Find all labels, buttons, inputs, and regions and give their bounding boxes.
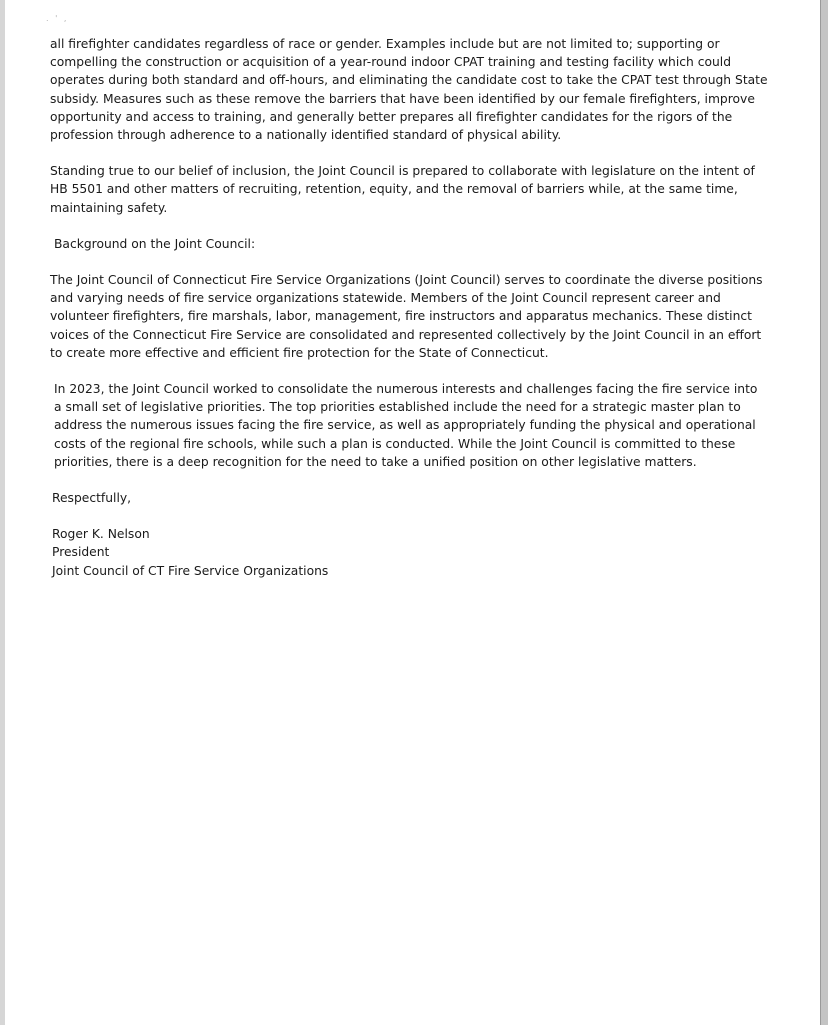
page-right-edge — [820, 0, 828, 1025]
signature-block — [50, 525, 768, 580]
signer-title: President — [52, 545, 110, 560]
page-left-edge — [0, 0, 5, 1025]
closing-salutation: Respectfully, — [52, 491, 132, 506]
signer-organization: Joint Council of CT Fire Service Organizations — [52, 563, 329, 578]
paragraph-intro: all firefighter candidates regardless of race or gender. Examples include but are not limited to; supporting or compelling the construction or acquisition of a year-round indoor CPAT training and testing facility which could operates during both standard and off-hours, and eliminating the candidate cost to take the CPAT test through State subsidy. Measures such as these remove the barriers that have been identified by our female firefighters, improve opportunity and access to training, and generally better prepares all firefighter candidates for the rigors of the profession through adherence to a nationally identified standard of physical ability. — [50, 37, 768, 143]
paragraph-priorities-2023: In 2023, the Joint Council worked to consolidate the numerous interests and challenges facing the fire service into a small set of legislative priorities. The top priorities established include the need for a strategic master plan to address the numerous issues facing the fire service, as well as appropriately funding the physical and operational costs of the regional fire schools, while such a plan is conducted. While the Joint Council is committed to these priorities, there is a deep recognition for the need to take a unified position on other legislative matters. — [54, 382, 758, 469]
paragraph-inclusion: Standing true to our belief of inclusion, the Joint Council is prepared to collaborate with legislature on the intent of HB 5501 and other matters of recruiting, retention, equity, and the removal of barriers while, at the same time, maintaining safety. — [50, 164, 755, 215]
background-heading: Background on the Joint Council: — [54, 236, 256, 251]
signer-name: Roger K. Nelson — [52, 527, 150, 542]
scan-marks: . ' , — [46, 14, 69, 23]
paragraph-joint-council: The Joint Council of Connecticut Fire Service Organizations (Joint Council) serves to coordinate the diverse positions and varying needs of fire service organizations statewide. Members of the Joint Council represent career and volunteer firefighters, fire marshals, labor, management, fire instructors and apparatus mechanics. These distinct voices of the Connecticut Fire Service are consolidated and represented collectively by the Joint Council in an effort to create more effective and efficient fire protection for the State of Connecticut. — [50, 273, 763, 360]
letter-page — [50, 35, 768, 580]
